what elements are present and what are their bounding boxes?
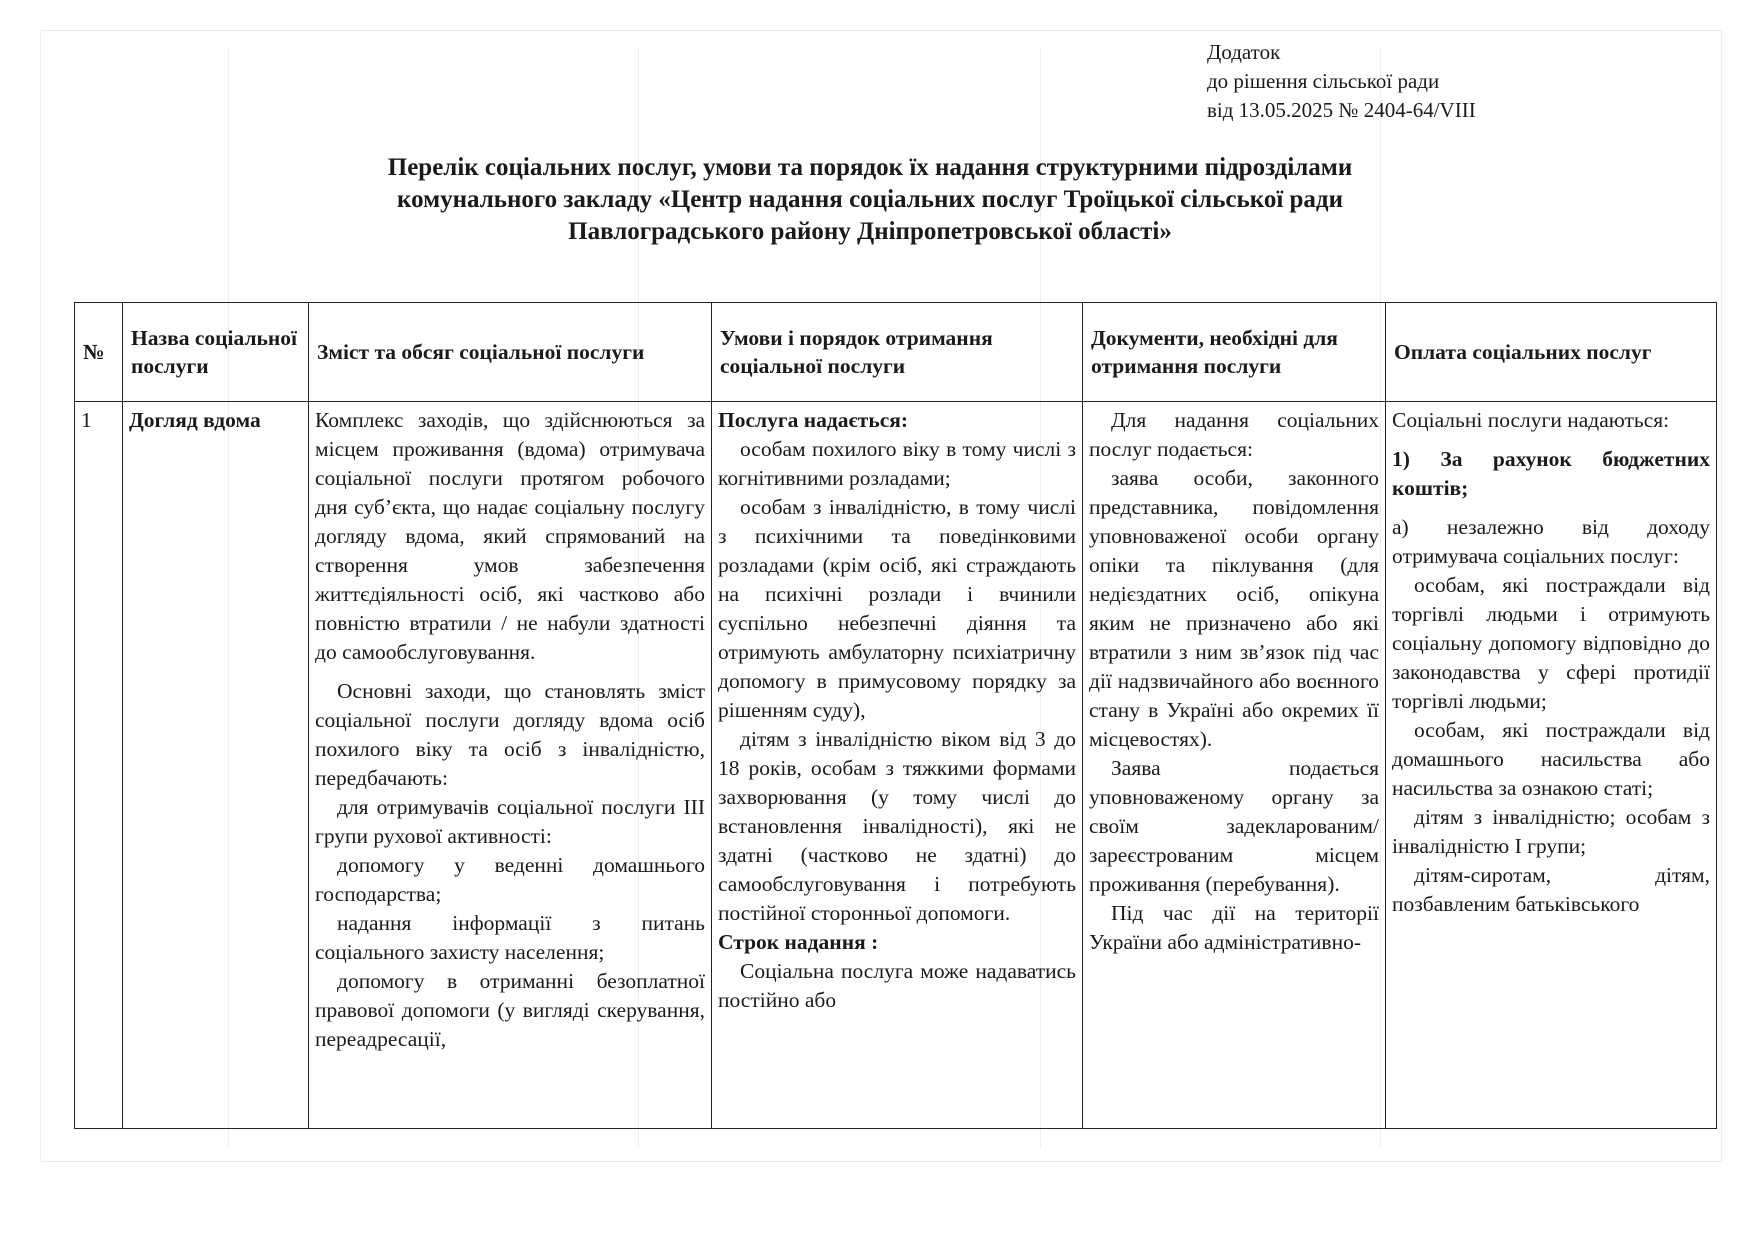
conditions-paragraph: дітям з інвалідністю віком від 3 до 18 років, особам з тяжкими формами захворювання (у тому числі до встановлення інвалідності), які не здатні (частково не здатні) до самообслуговування і потребують постійної сторонньої допомоги. — [718, 727, 1076, 925]
table-header-row — [75, 303, 1717, 402]
cell-documents — [1083, 402, 1386, 1129]
conditions-paragraph: особам похилого віку в тому числі з когнітивними розладами; — [718, 437, 1076, 490]
payment-paragraph: а) незалежно від доходу отримувача соціальних послуг: — [1392, 515, 1710, 568]
header-num: № — [75, 303, 123, 402]
payment-paragraph: особам, які постраждали від домашнього насильства або насильства за ознакою статі; — [1392, 718, 1710, 800]
header-documents: Документи, необхідні для отримання послуги — [1083, 303, 1386, 402]
content-paragraph: надання інформації з питань соціального захисту населення; — [315, 911, 705, 964]
payment-paragraph: особам, які постраждали від торгівлі людьми і отримують соціальну допомогу відповідно до законодавства у сфері протидії торгівлі людьми; — [1392, 573, 1710, 713]
appendix-line: до рішення сільської ради — [1207, 69, 1440, 93]
conditions-heading: Послуга надається: — [718, 408, 909, 432]
payment-heading: 1) За рахунок бюджетних коштів; — [1392, 447, 1710, 500]
header-payment: Оплата соціальних послуг — [1386, 303, 1717, 402]
conditions-paragraph: Соціальна послуга може надаватись постійно або — [718, 959, 1076, 1012]
payment-paragraph: дітям-сиротам, дітям, позбавленим батьківського — [1392, 863, 1710, 916]
content-paragraph: допомогу в отриманні безоплатної правової допомоги (у вигляді скерування, переадресації, — [315, 969, 705, 1051]
row-number: 1 — [81, 408, 92, 432]
payment-paragraph: Соціальні послуги надаються: — [1392, 408, 1670, 432]
documents-paragraph: Для надання соціальних послуг подається: — [1089, 408, 1379, 461]
appendix-line: від 13.05.2025 № 2404-64/VIII — [1207, 98, 1476, 122]
cell-name — [123, 402, 309, 1129]
content-paragraph: Основні заходи, що становлять зміст соціальної послуги догляду вдома осіб похилого віку та осіб з інвалідністю, передбачають: — [315, 679, 705, 790]
title-line: Павлоградського району Дніпропетровської області» — [568, 218, 1172, 245]
title-line: комунального закладу «Центр надання соціальних послуг Троїцької сільської ради — [397, 186, 1343, 213]
table-row — [75, 402, 1717, 1129]
conditions-paragraph: особам з інвалідністю, в тому числі з психічними та поведінковими розладами (крім осіб, які страждають на психічні розлади і вчинили суспільно небезпечні діяння та отримують амбулаторну психіатричну допомогу в примусовому порядку за рішенням суду), — [718, 495, 1076, 722]
cell-content — [309, 402, 712, 1129]
service-name: Догляд вдома — [129, 408, 261, 432]
content-paragraph: Комплекс заходів, що здійснюються за місцем проживання (вдома) отримувача соціальної послуги протягом робочого дня суб’єкта, що надає соціальну послугу догляду вдома, який спрямований на створення умов забезпечення життєдіяльності осіб, які частково або повністю втратили / не набули здатності до самообслуговування. — [315, 408, 705, 664]
appendix-block — [1207, 38, 1476, 125]
header-conditions: Умови і порядок отримання соціальної послуги — [712, 303, 1083, 402]
header-content: Зміст та обсяг соціальної послуги — [309, 303, 712, 402]
conditions-heading: Строк надання : — [718, 930, 879, 954]
header-name: Назва соціальної послуги — [123, 303, 309, 402]
documents-paragraph: заява особи, законного представника, повідомлення уповноваженої особи органу опіки та піклування (для недієздатних осіб, опікуна яким не призначено або які втратили з ним зв’язок під час дії надзвичайного або воєнного стану в Україні або окремих її місцевостях). — [1089, 466, 1379, 751]
document-title — [200, 152, 1540, 248]
title-line: Перелік соціальних послуг, умови та порядок їх надання структурними підрозділами — [387, 154, 1353, 181]
content-paragraph: для отримувачів соціальної послуги III групи рухової активності: — [315, 795, 705, 848]
documents-paragraph: Під час дії на території України або адміністративно- — [1089, 901, 1379, 954]
services-table — [74, 302, 1717, 1129]
content-paragraph: допомогу у веденні домашнього господарства; — [315, 853, 705, 906]
cell-num — [75, 402, 123, 1129]
documents-paragraph: Заява подається уповноваженому органу за своїм задекларованим/ зареєстрованим місцем проживання (перебування). — [1089, 756, 1379, 896]
payment-paragraph: дітям з інвалідністю; особам з інвалідністю I групи; — [1392, 805, 1710, 858]
appendix-line: Додаток — [1207, 40, 1281, 64]
cell-conditions — [712, 402, 1083, 1129]
cell-payment — [1386, 402, 1717, 1129]
